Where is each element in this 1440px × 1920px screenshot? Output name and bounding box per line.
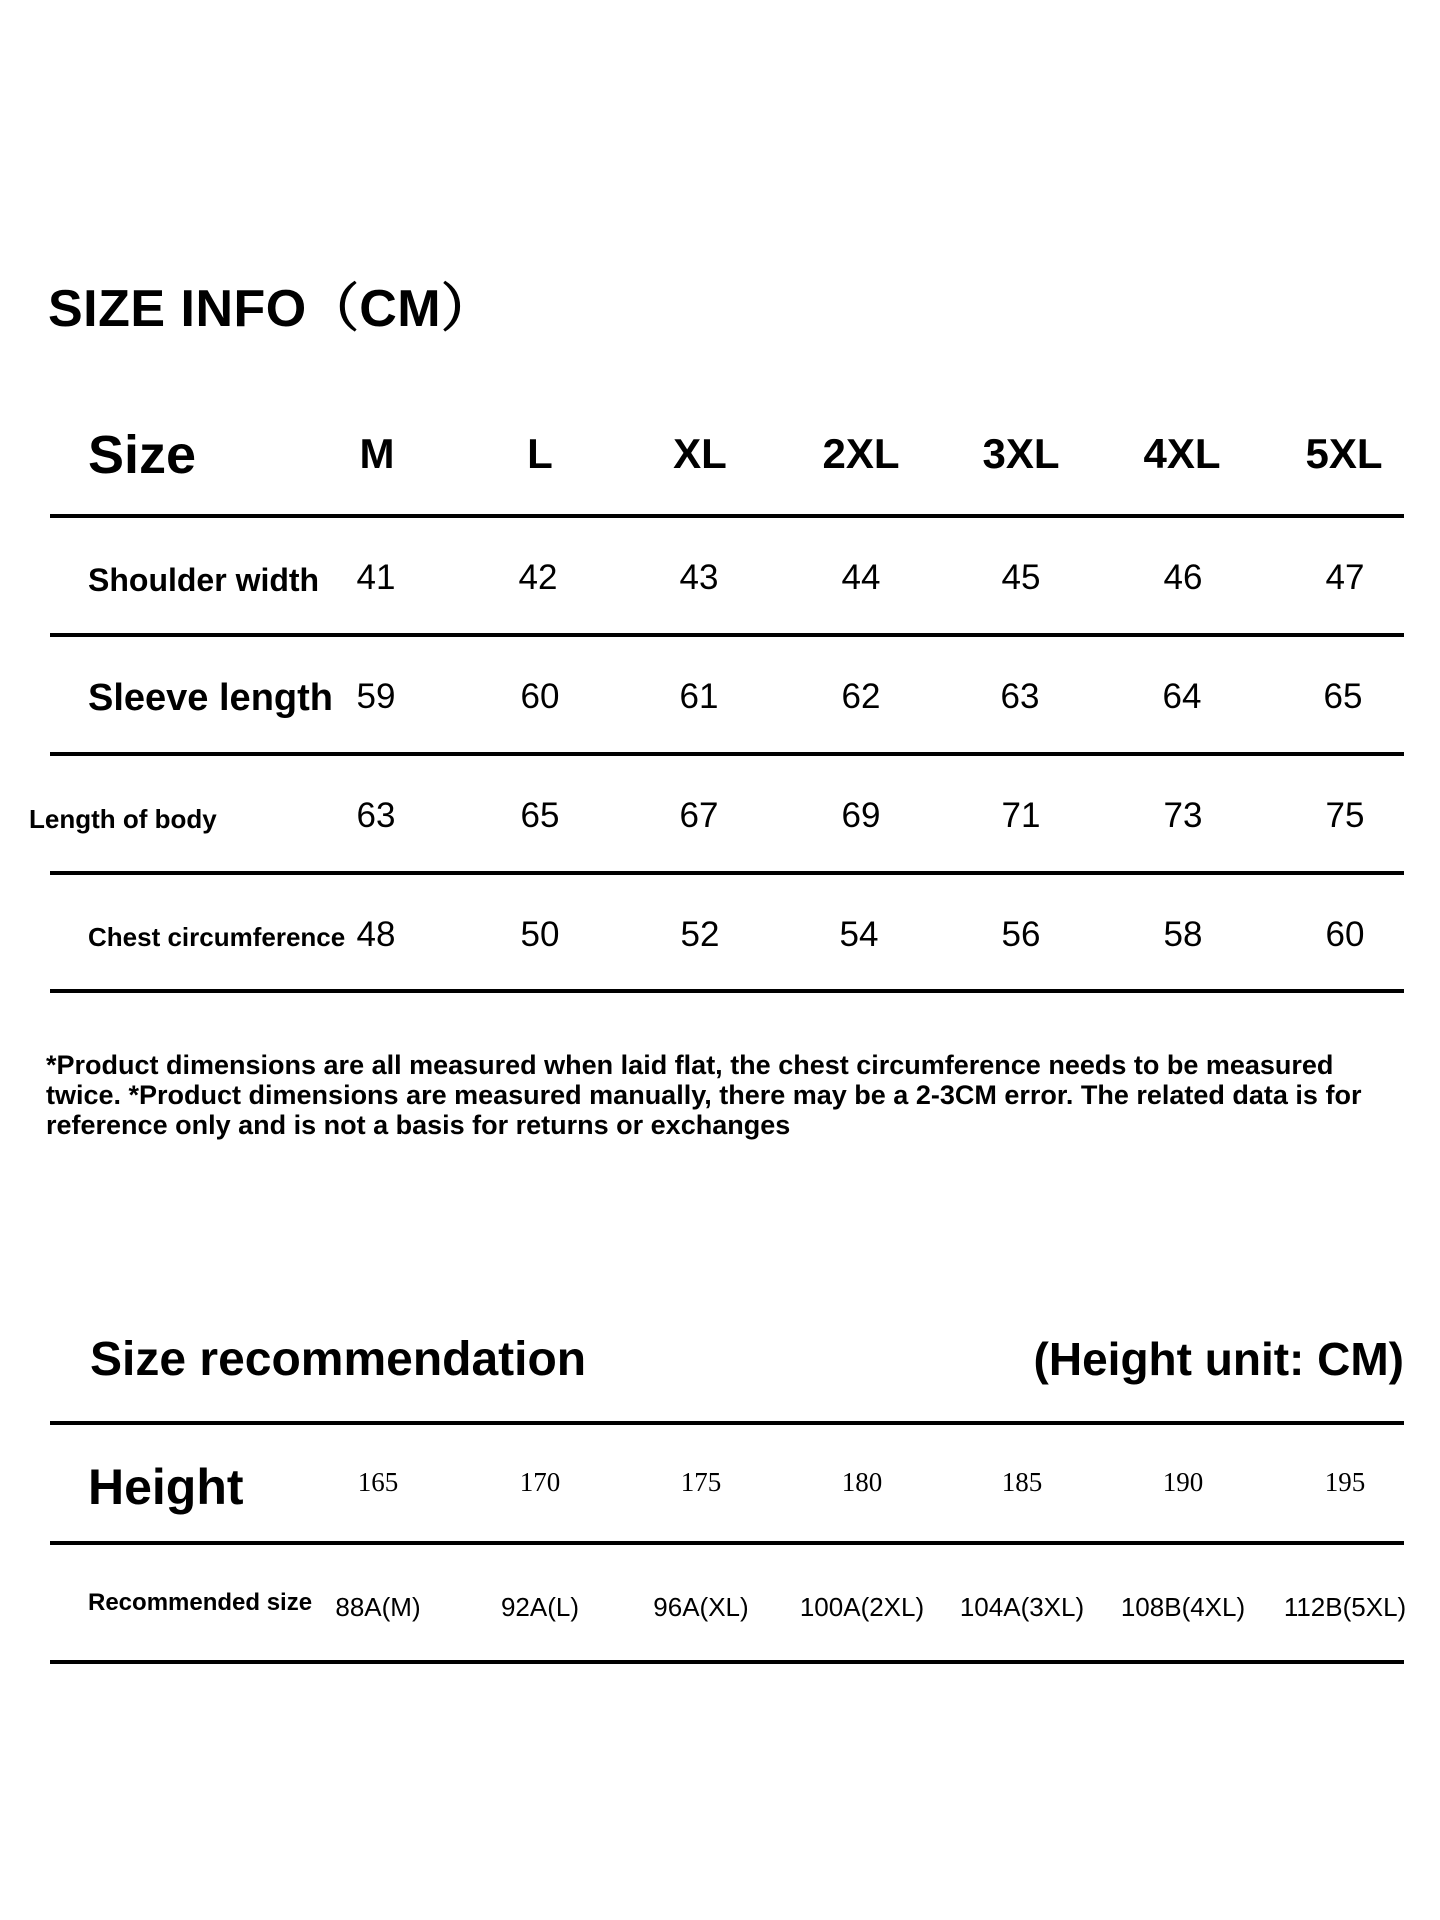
table-cell: 42 bbox=[518, 558, 558, 597]
size-col-header: L bbox=[527, 430, 553, 477]
row-divider bbox=[50, 1660, 1404, 1664]
row-divider bbox=[50, 871, 1404, 875]
table-cell: 59 bbox=[356, 677, 396, 716]
row-divider bbox=[50, 514, 1404, 518]
table-cell: 65 bbox=[520, 796, 560, 835]
table-cell: 50 bbox=[520, 915, 560, 954]
height-cell: 185 bbox=[1001, 1467, 1043, 1497]
table-cell: 45 bbox=[1001, 558, 1041, 597]
row-divider bbox=[50, 989, 1404, 993]
table-cell: 62 bbox=[841, 677, 881, 716]
table-cell: 48 bbox=[356, 915, 396, 954]
table-cell: 67 bbox=[679, 796, 719, 835]
table-cell: 60 bbox=[520, 677, 560, 716]
size-col-header: XL bbox=[673, 430, 727, 477]
table-cell: 63 bbox=[1000, 677, 1040, 716]
size-col-header: 2XL bbox=[822, 430, 900, 477]
size-header-label: Size bbox=[88, 425, 197, 485]
recommended-size-cell: 104A(3XL) bbox=[959, 1592, 1085, 1622]
table-cell: 52 bbox=[680, 915, 720, 954]
height-cell: 165 bbox=[357, 1467, 399, 1497]
recommended-size-cell: 92A(L) bbox=[500, 1592, 580, 1622]
measurement-note: *Product dimensions are all measured when laid flat, the chest circumference needs to be measured twice. *Product dimensions are measured manually, there may be a 2-3CM error. The related data is for reference only and is not a basis for returns or exchanges bbox=[46, 1050, 1362, 1140]
recommended-size-cell: 88A(M) bbox=[335, 1592, 421, 1622]
table-cell: 69 bbox=[841, 796, 881, 835]
height-cell: 175 bbox=[680, 1467, 722, 1497]
size-info-title: SIZE INFO（CM） bbox=[48, 280, 494, 338]
table-cell: 44 bbox=[841, 558, 881, 597]
row-label-shoulder-width: Shoulder width bbox=[88, 562, 320, 598]
row-label-chest-circumference: Chest circumference bbox=[88, 922, 346, 952]
recommended-size-cell: 100A(2XL) bbox=[799, 1592, 925, 1622]
table-cell: 56 bbox=[1001, 915, 1041, 954]
row-divider bbox=[50, 752, 1404, 756]
size-col-header: M bbox=[359, 430, 395, 477]
height-cell: 190 bbox=[1162, 1467, 1204, 1497]
recommended-size-cell: 108B(4XL) bbox=[1120, 1592, 1246, 1622]
table-cell: 41 bbox=[356, 558, 396, 597]
size-recommendation-title: Size recommendation bbox=[90, 1333, 587, 1386]
table-cell: 47 bbox=[1325, 558, 1365, 597]
table-cell: 54 bbox=[839, 915, 879, 954]
row-label-length-of-body: Length of body bbox=[29, 804, 217, 834]
table-cell: 75 bbox=[1325, 796, 1365, 835]
height-unit-label: (Height unit: CM) bbox=[1033, 1333, 1404, 1385]
recommended-size-cell: 96A(XL) bbox=[653, 1592, 749, 1622]
table-cell: 71 bbox=[1001, 796, 1041, 835]
size-col-header: 5XL bbox=[1305, 430, 1383, 477]
size-col-header: 3XL bbox=[982, 430, 1060, 477]
table-cell: 46 bbox=[1163, 558, 1203, 597]
table-cell: 60 bbox=[1325, 915, 1365, 954]
table-cell: 65 bbox=[1323, 677, 1363, 716]
height-cell: 170 bbox=[519, 1467, 561, 1497]
row-divider bbox=[50, 1541, 1404, 1545]
table-cell: 43 bbox=[679, 558, 719, 597]
height-row-label: Height bbox=[88, 1459, 244, 1515]
table-cell: 63 bbox=[356, 796, 396, 835]
table-cell: 73 bbox=[1163, 796, 1203, 835]
section-divider bbox=[50, 1421, 1404, 1425]
recommended-size-row-label: Recommended size bbox=[88, 1589, 313, 1616]
table-cell: 61 bbox=[679, 677, 719, 716]
table-cell: 58 bbox=[1163, 915, 1203, 954]
height-cell: 180 bbox=[841, 1467, 883, 1497]
recommended-size-cell: 112B(5XL) bbox=[1283, 1592, 1407, 1622]
size-col-header: 4XL bbox=[1143, 430, 1221, 477]
height-cell: 195 bbox=[1324, 1467, 1366, 1497]
row-label-sleeve-length: Sleeve length bbox=[88, 677, 333, 719]
table-cell: 64 bbox=[1162, 677, 1202, 716]
row-divider bbox=[50, 633, 1404, 637]
